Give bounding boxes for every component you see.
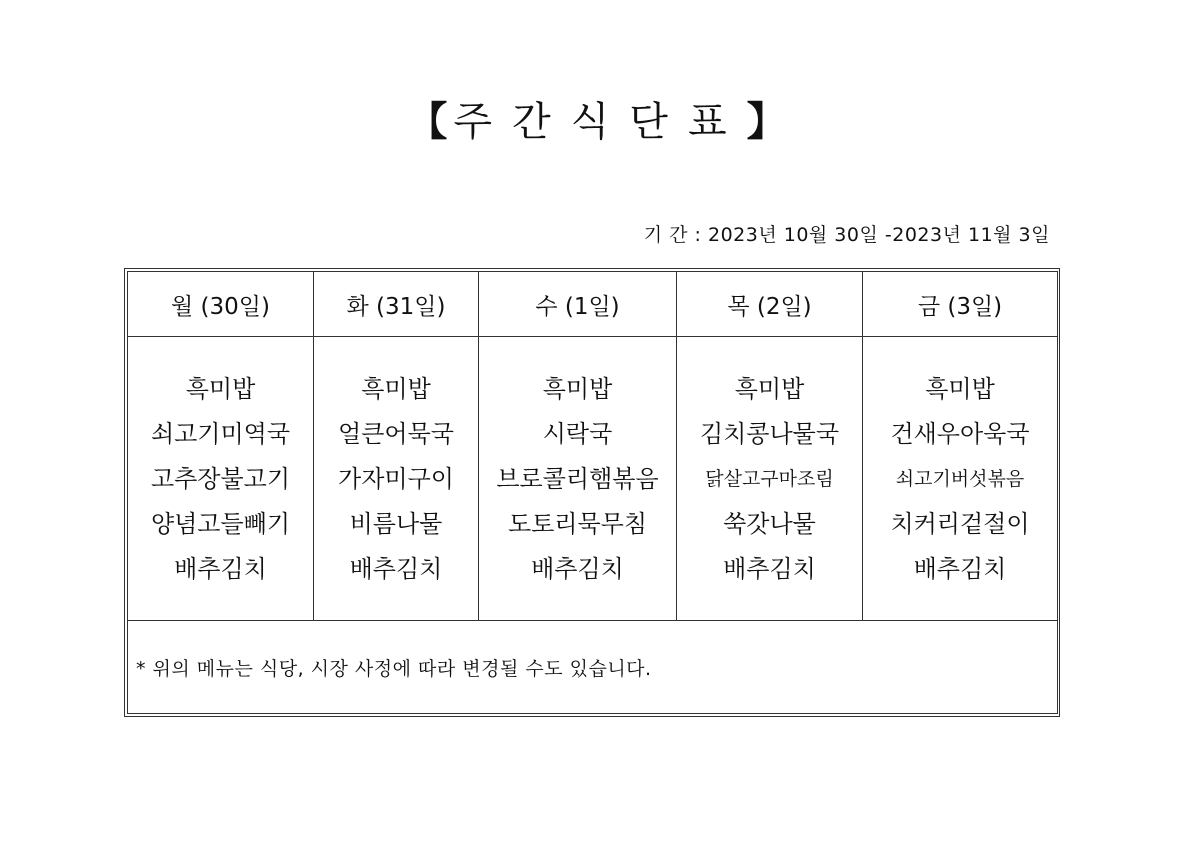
dish: 도토리묵무침: [507, 510, 648, 538]
dish: 흑미밥: [734, 375, 805, 403]
dish: 브로콜리햄볶음: [496, 465, 659, 493]
dish: 흑미밥: [361, 375, 431, 403]
dish: 건새우아욱국: [890, 420, 1030, 448]
title-close-bracket: 】: [746, 99, 793, 145]
menu-cell-wed: [479, 337, 677, 621]
dish: 흑미밥: [542, 375, 613, 403]
weekly-menu-table: [127, 271, 1058, 714]
day-header-thu: 목 (2일): [677, 272, 863, 337]
dish: 배추김치: [349, 555, 443, 583]
menu-cell-fri: [863, 337, 1058, 621]
dish: 비름나물: [349, 510, 443, 538]
title-open-bracket: 【: [407, 99, 454, 145]
day-header-mon: 월 (30일): [128, 272, 314, 337]
menu-table-frame: [124, 268, 1060, 717]
menu-row: [128, 337, 1058, 621]
day-header-wed: 수 (1일): [479, 272, 677, 337]
dish: 시락국: [542, 420, 613, 448]
dish: 배추김치: [531, 555, 624, 583]
dish: 양념고들빼기: [150, 510, 291, 538]
dish: 배추김치: [913, 555, 1007, 583]
dish: 얼큰어묵국: [338, 420, 454, 448]
menu-cell-thu: [677, 337, 863, 621]
dish: 배추김치: [723, 555, 816, 583]
note-row: [128, 621, 1058, 714]
menu-period: 기 간 : 2023년 10월 30일 -2023년 11월 3일: [643, 224, 1050, 246]
dish: 김치콩나물국: [699, 420, 840, 448]
dish: 고추장불고기: [150, 465, 291, 493]
dish: 흑미밥: [925, 375, 995, 403]
dish: 배추김치: [174, 555, 267, 583]
menu-cell-tue: [314, 337, 479, 621]
dish: 흑미밥: [185, 375, 256, 403]
menu-cell-mon: [128, 337, 314, 621]
dish: 치커리겉절이: [890, 510, 1030, 538]
dish: 쑥갓나물: [723, 510, 816, 538]
title-text: 주간식단표: [453, 99, 747, 145]
menu-note: * 위의 메뉴는 식당, 시장 사정에 따라 변경될 수도 있습니다.: [128, 621, 1058, 714]
dish: 닭살고구마조림: [705, 468, 834, 490]
day-header-fri: 금 (3일): [863, 272, 1058, 337]
page-title: [0, 92, 1200, 152]
dish: 가자미구이: [338, 465, 454, 493]
day-header-row: [128, 272, 1058, 337]
dish: 쇠고기버섯볶음: [895, 468, 1025, 490]
dish: 쇠고기미역국: [150, 420, 291, 448]
day-header-tue: 화 (31일): [314, 272, 479, 337]
